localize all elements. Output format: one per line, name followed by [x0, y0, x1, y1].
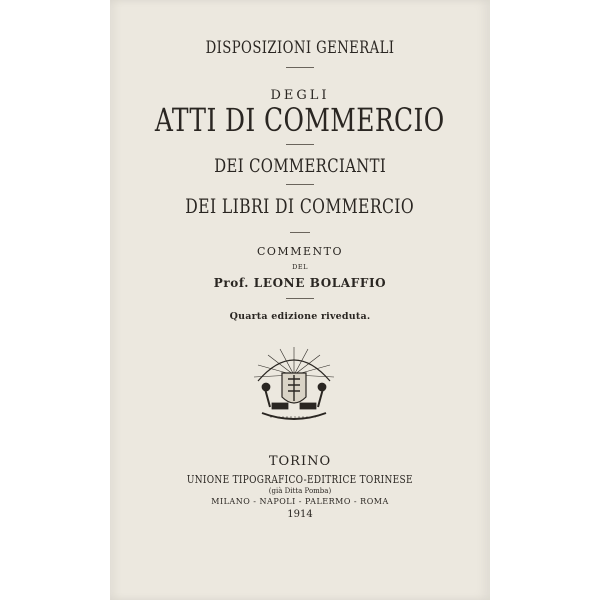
- divider: [290, 232, 310, 233]
- divider: [286, 298, 314, 299]
- publisher-name: UNIONE TIPOGRAFICO-EDITRICE TORINESE: [186, 472, 413, 486]
- del-label: DEL: [292, 263, 308, 271]
- publisher-cities: MILANO - NAPOLI - PALERMO - ROMA: [211, 497, 389, 506]
- city-torino: TORINO: [268, 454, 332, 469]
- subtitle-libri: DEI LIBRI DI COMMERCIO: [185, 194, 415, 218]
- divider: [286, 144, 314, 145]
- heading-disposizioni: DISPOSIZIONI GENERALI: [205, 38, 395, 58]
- author-name: Prof. LEONE BOLAFFIO: [213, 276, 387, 290]
- heading-degli: DEGLI: [270, 88, 330, 103]
- main-title: ATTI DI COMMERCIO: [155, 101, 445, 139]
- publisher-emblem-icon: [250, 345, 338, 423]
- divider: [286, 67, 314, 68]
- book-title-page: [110, 0, 490, 600]
- publication-year: 1914: [287, 509, 313, 520]
- edition-note: Quarta edizione riveduta.: [229, 311, 371, 322]
- commento-label: COMMENTO: [257, 245, 343, 258]
- subtitle-commercianti: DEI COMMERCIANTI: [214, 155, 386, 177]
- publisher-note: (già Ditta Pomba): [268, 487, 332, 495]
- divider: [286, 184, 314, 185]
